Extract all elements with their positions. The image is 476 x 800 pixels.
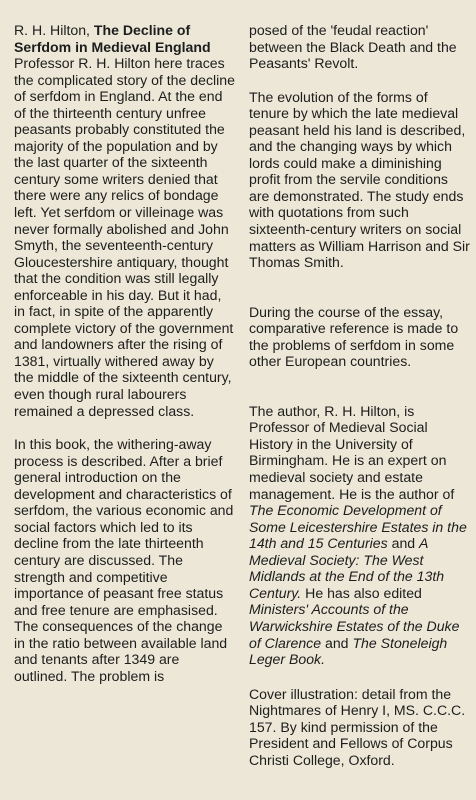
left-paragraph-2: In this book, the withering-away process is described. After a brief general introduction on the development and characteristics of serfdom, the various economic and social factors which led to its decline from the late thirteenth century are discussed. The strength and competitive importance of peasant free status and free tenure are emphasised. The consequences of the change in the ratio between available land and tenants after 1349 are outlined. The problem is [14,436,234,684]
author-bio [249,403,471,668]
heading-title: The Decline of Serfdom in Medieval England [14,22,211,55]
book-title-4: The Stoneleigh Leger Book. [249,634,448,668]
right-paragraph-1: posed of the 'feudal reaction' between the Black Death and the Peasants' Revolt. [249,22,457,72]
author-bio-text-c: He has also edited [301,584,422,601]
right-paragraph-2: The evolution of the forms of tenure by which the late medieval peasant held his land is described, and the changing ways by which lords could make a diminishing profit from the servile conditions are demonstrated. The study ends with quotations from such sixteenth-century writers on social matters as William Harrison and Sir Thomas Smith. [249,88,470,271]
right-column [249,22,471,768]
left-column [14,22,236,684]
book-heading [14,22,236,55]
right-paragraph-3: During the course of the essay, comparative reference is made to the problems of serfdom in some other European countries. [249,303,459,370]
author-bio-text-b: and [387,535,420,552]
book-title-3: Ministers' Accounts of the Warwickshire Estates of the Duke of Clarence [249,601,460,651]
book-title-2: A Medieval Society: The West Midlands at the End of the 13th Century. [249,535,445,601]
author-bio-text-a: The author, R. H. Hilton, is Professor of Medieval Social History in the University of Birmingham. He is an expert on medieval society and estate management. He is the author of [249,402,455,502]
book-title-1: The Economic Development of Some Leicestershire Estates in the 14th and 15 Centuries [249,502,467,552]
cover-illustration-credit: Cover illustration: detail from the Nightmares of Henry I, MS. C.C.C. 157. By kind permission of the President and Fellows of Corpus Christi College, Oxford. [249,685,466,768]
heading-author: R. H. Hilton, [14,22,94,38]
author-bio-text-d: and [321,634,353,651]
left-paragraph-1: Professor R. H. Hilton here traces the complicated story of the decline of serfdom in England. At the end of the thirteenth century unfree peasants probably constituted the majority of the population and by the last quarter of the sixteenth century some writers denied that there were any relics of bondage left. Yet serfdom or villeinage was never formally abolished and John Smyth, the seventeenth-century Gloucestershire antiquary, thought that the condition was still legally enforceable in his day. But it had, in fact, in spite of the apparently complete victory of the government and landowners after the rising of 1381, virtually withered away by the middle of the sixteenth century, even though rural labourers remained a depressed class. [14,55,235,419]
